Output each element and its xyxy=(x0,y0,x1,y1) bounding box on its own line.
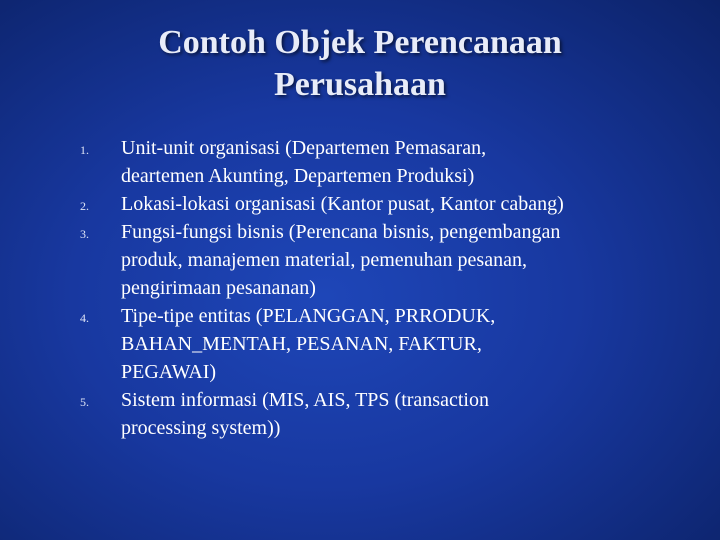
list-item-text: Tipe-tipe entitas (PELANGGAN, PRRODUK, BAHAN_MENTAH, PESANAN, FAKTUR, PEGAWAI) xyxy=(121,305,496,383)
list-item-text: Fungsi-fungsi bisnis (Perencana bisnis, pengembangan produk, manajemen material, pemenuhan pesanan, pengirimaan pesananan) xyxy=(121,221,561,299)
list-item-number: 5. xyxy=(80,395,89,409)
list-item xyxy=(0,302,720,386)
numbered-list xyxy=(0,134,720,442)
list-item xyxy=(0,190,720,218)
list-item-number: 4. xyxy=(80,311,89,325)
list-item-number: 2. xyxy=(80,199,89,213)
list-item xyxy=(0,386,720,442)
list-item-number: 1. xyxy=(80,143,89,157)
list-item-number: 3. xyxy=(80,227,89,241)
list-item-text: Lokasi-lokasi organisasi (Kantor pusat, Kantor cabang) xyxy=(121,193,564,215)
list-item xyxy=(0,134,720,190)
list-item-text: Sistem informasi (MIS, AIS, TPS (transaction processing system)) xyxy=(121,389,489,439)
list-item xyxy=(0,218,720,302)
slide-title: Contoh Objek Perencanaan Perusahaan xyxy=(158,24,562,103)
list-item-text: Unit-unit organisasi (Departemen Pemasaran, deartemen Akunting, Departemen Produksi) xyxy=(121,137,487,187)
